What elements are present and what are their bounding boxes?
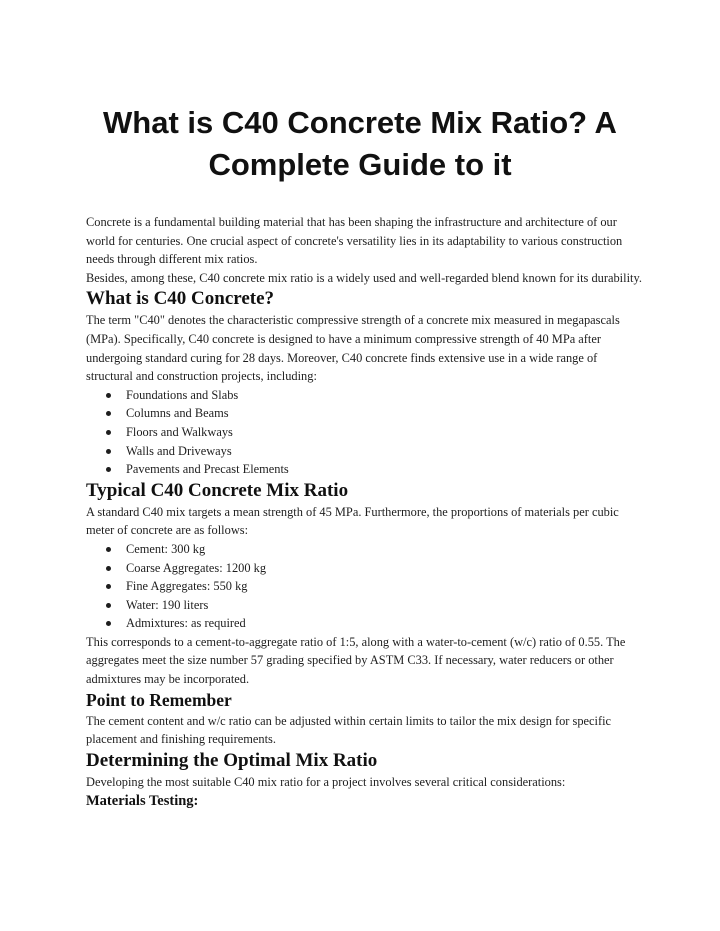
bullet-icon: [106, 467, 111, 472]
article-body: [86, 213, 646, 811]
bullet-icon: [106, 603, 111, 608]
subheading-materials-testing: Materials Testing:: [86, 793, 199, 810]
list-item: Foundations and Slabs: [126, 386, 646, 405]
list-item: Floors and Walkways: [126, 423, 646, 442]
bullet-icon: [106, 584, 111, 589]
intro-paragraph-1: Concrete is a fundamental building material that has been shaping the infrastructure and architecture of our world for centuries. One crucial aspect of concrete's versatility lies in its adaptability to various construction needs through different mix ratios.: [86, 215, 623, 267]
section-typical-mix-paragraph: A standard C40 mix targets a mean strength of 45 MPa. Furthermore, the proportions of materials per cubic meter of concrete are as follows:: [86, 504, 619, 538]
materials-list: [86, 540, 646, 633]
bullet-icon: [106, 449, 111, 454]
section-what-is-c40-paragraph: The term "C40" denotes the characteristic compressive strength of a concrete mix measured in megapascals (MPa). Specifically, C40 concrete is designed to have a minimum compressive strength of 40 MPa after undergoing standard curing for 28 days. Moreover, C40 concrete finds extensive use in a wide range of structural and construction projects, including:: [86, 313, 620, 384]
page-title: What is C40 Concrete Mix Ratio? A Complete Guide to it: [103, 105, 617, 182]
section-typical-mix-followup: This corresponds to a cement-to-aggregate ratio of 1:5, along with a water-to-cement (w/c) ratio of 0.55. The aggregates meet the size number 57 grading specified by ASTM C33. If necessary, water reducers or other admixtures may be incorporated.: [86, 634, 626, 687]
list-item: Cement: 300 kg: [126, 540, 646, 559]
section-heading-optimal-mix-ratio: Determining the Optimal Mix Ratio: [86, 749, 378, 771]
list-item: Water: 190 liters: [126, 596, 646, 615]
section-heading-point-to-remember: Point to Remember: [86, 689, 232, 710]
list-item: Pavements and Precast Elements: [126, 460, 646, 479]
bullet-icon: [106, 547, 111, 552]
bullet-icon: [106, 621, 111, 626]
section-heading-typical-mix-ratio: Typical C40 Concrete Mix Ratio: [86, 479, 349, 501]
section-point-to-remember-paragraph: The cement content and w/c ratio can be adjusted within certain limits to tailor the mix design for specific placement and finishing requirements.: [86, 713, 612, 747]
list-item: Admixtures: as required: [126, 614, 646, 633]
list-item: Fine Aggregates: 550 kg: [126, 577, 646, 596]
list-item: Columns and Beams: [126, 404, 646, 423]
bullet-icon: [106, 430, 111, 435]
list-item: Walls and Driveways: [126, 442, 646, 461]
applications-list: [86, 386, 646, 479]
section-heading-what-is-c40: What is C40 Concrete?: [86, 288, 275, 310]
bullet-icon: [106, 411, 111, 416]
bullet-icon: [106, 393, 111, 398]
section-optimal-mix-paragraph: Developing the most suitable C40 mix ratio for a project involves several critical considerations:: [86, 774, 566, 789]
list-item: Coarse Aggregates: 1200 kg: [126, 559, 646, 578]
bullet-icon: [106, 566, 111, 571]
intro-paragraph-2: Besides, among these, C40 concrete mix ratio is a widely used and well-regarded blend known for its durability.: [86, 270, 642, 285]
